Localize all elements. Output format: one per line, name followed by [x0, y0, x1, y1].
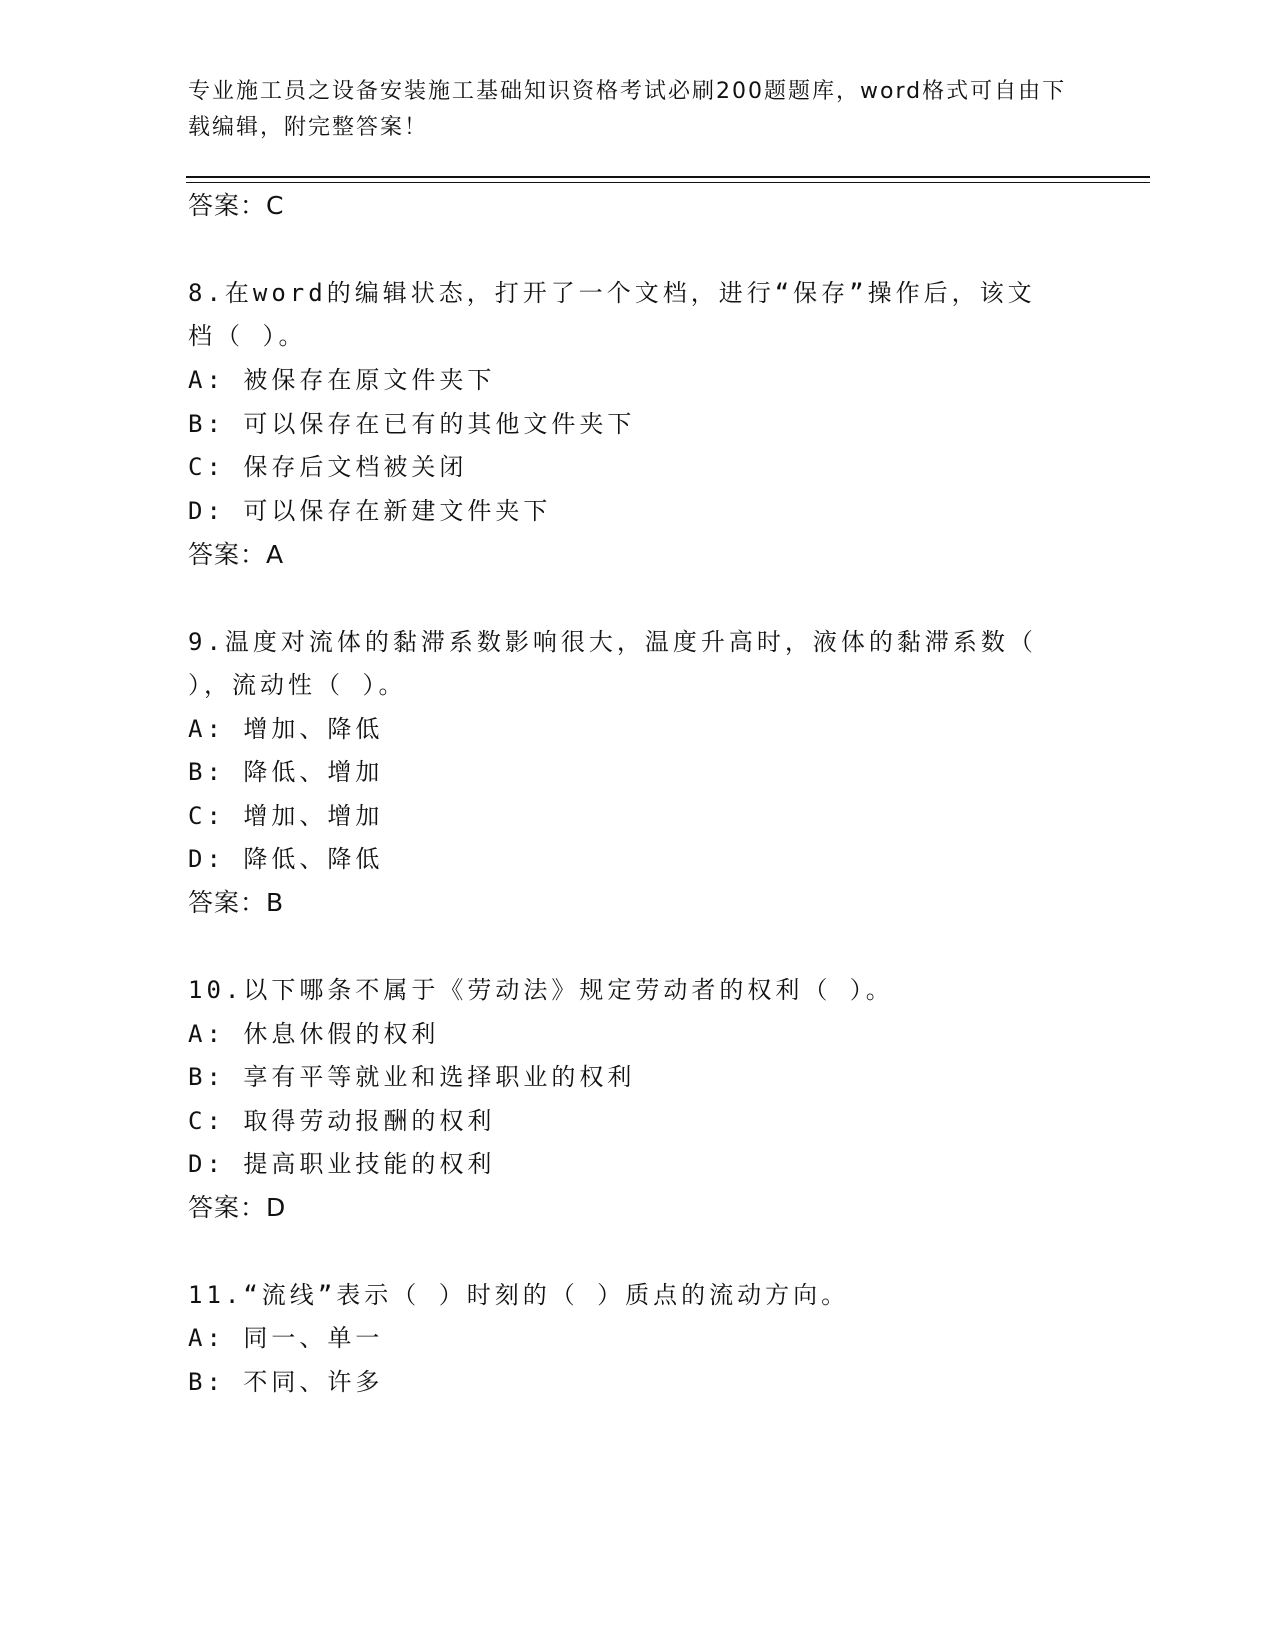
option-line: D: 提高职业技能的权利: [188, 1150, 496, 1178]
answer-line: 答案：B: [188, 888, 285, 917]
option-line: C: 保存后文档被关闭: [188, 453, 468, 481]
option-line: A: 被保存在原文件夹下: [188, 366, 496, 394]
option-line: C: 取得劳动报酬的权利: [188, 1107, 496, 1135]
option-line: A: 休息休假的权利: [188, 1020, 440, 1048]
question-stem-line: 档（ ）。: [188, 322, 307, 350]
option-line: B: 降低、增加: [188, 758, 384, 786]
answer-line: 答案：A: [188, 540, 285, 569]
question-stem-line: ），流动性（ ）。: [188, 671, 407, 699]
header-rule-thin: [186, 182, 1150, 183]
header-rule-thick: [186, 176, 1150, 178]
question-stem-line: 8.在word的编辑状态，打开了一个文档，进行“保存”操作后，该文: [188, 279, 1036, 307]
option-line: B: 可以保存在已有的其他文件夹下: [188, 410, 636, 438]
option-line: B: 享有平等就业和选择职业的权利: [188, 1063, 636, 1091]
document-header: 专业施工员之设备安装施工基础知识资格考试必刷200题题库，word格式可自由下载编辑，附完整答案！: [188, 79, 1067, 140]
option-line: A: 增加、降低: [188, 715, 384, 743]
question-stem-line: 9.温度对流体的黏滞系数影响很大，温度升高时，液体的黏滞系数（: [188, 628, 1037, 656]
option-line: B: 不同、许多: [188, 1368, 384, 1396]
question-stem-line: 11.“流线”表示（ ）时刻的（ ）质点的流动方向。: [188, 1281, 850, 1309]
question-stem-line: 10.以下哪条不属于《劳动法》规定劳动者的权利（ ）。: [188, 976, 894, 1004]
answer-line: 答案：D: [188, 1193, 287, 1222]
option-line: D: 可以保存在新建文件夹下: [188, 497, 552, 525]
option-line: A: 同一、单一: [188, 1324, 384, 1352]
option-line: D: 降低、降低: [188, 845, 384, 873]
option-line: C: 增加、增加: [188, 802, 384, 830]
answer-line: 答案：C: [188, 191, 285, 220]
